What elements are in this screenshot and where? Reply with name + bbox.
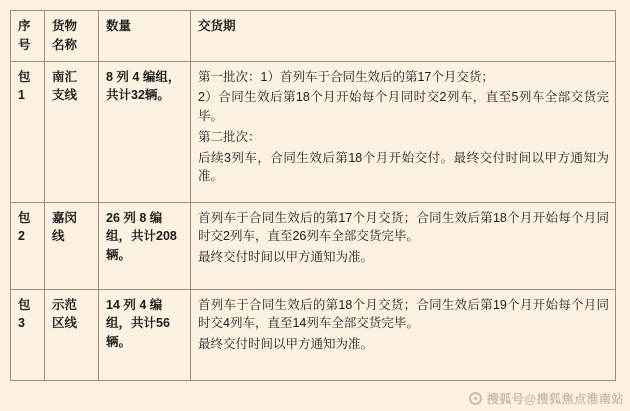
row-qty-cell: 14 列 4 编组，共计56辆。 xyxy=(99,289,191,380)
row-delivery-cell xyxy=(191,202,616,289)
table-row xyxy=(11,289,616,380)
delivery-paragraph: 后续3列车，合同生效后第18个月开始交付。最终交付时间以甲方通知为准。 xyxy=(198,150,609,184)
row-no-line2: 3 xyxy=(18,316,25,331)
table-row xyxy=(11,61,616,202)
row-name-line1: 南汇 xyxy=(52,69,78,84)
delivery-paragraph: 最终交付时间以甲方通知为准。 xyxy=(198,337,374,351)
delivery-paragraph: 2）合同生效后第18个月开始每个月同时交2列车，直至5列车全部交货完毕。 xyxy=(198,90,609,123)
column-header-name-line2: 名称 xyxy=(52,37,78,52)
row-no-line1: 包 xyxy=(18,69,31,84)
row-name-line2: 线 xyxy=(52,229,65,244)
row-no-line2: 1 xyxy=(18,88,25,103)
column-header-no-line1: 序 xyxy=(18,19,31,33)
table-header xyxy=(11,11,616,62)
delivery-paragraph: 第二批次： xyxy=(198,129,261,144)
column-header-delivery: 交货期 xyxy=(191,11,616,62)
sohu-logo-icon xyxy=(469,392,482,405)
row-name-cell xyxy=(45,61,99,202)
watermark xyxy=(469,390,624,407)
table-row xyxy=(11,202,616,289)
column-header-qty: 数量 xyxy=(99,11,191,62)
row-no-cell xyxy=(11,202,45,289)
column-header-no-line2: 号 xyxy=(18,37,31,52)
row-name-line2: 区线 xyxy=(52,316,78,331)
row-no-cell xyxy=(11,61,45,202)
row-no-line1: 包 xyxy=(18,297,31,312)
column-header-name-line1: 货物 xyxy=(52,19,78,33)
row-name-line1: 示范 xyxy=(52,297,78,312)
row-qty-cell: 8 列 4 编组，共计32辆。 xyxy=(99,61,191,202)
watermark-text: 搜狐号@搜狐焦点淮南站 xyxy=(486,392,624,406)
row-qty-cell: 26 列 8 编组，共计208辆。 xyxy=(99,202,191,289)
delivery-paragraph: 首列车于合同生效后的第17个月交货；合同生效后第18个月开始每个月同时交2列车，直至26列车全部交货完毕。 xyxy=(198,210,609,244)
delivery-paragraph: 最终交付时间以甲方通知为准。 xyxy=(198,250,374,264)
row-name-cell xyxy=(45,202,99,289)
row-delivery-cell xyxy=(191,61,616,202)
delivery-paragraph: 第一批次：1）首列车于合同生效后的第17个月交货； xyxy=(198,69,494,84)
column-header-no xyxy=(11,11,45,62)
delivery-paragraph: 首列车于合同生效后的第18个月交货；合同生效后第19个月开始每个月同时交4列车，直至14列车全部交货完毕。 xyxy=(198,297,609,331)
row-no-cell xyxy=(11,289,45,380)
table-header-row xyxy=(11,11,616,62)
delivery-schedule-table xyxy=(10,10,616,381)
row-no-line1: 包 xyxy=(18,210,31,225)
row-delivery-cell xyxy=(191,289,616,380)
table-body xyxy=(11,61,616,380)
column-header-name xyxy=(45,11,99,62)
row-name-cell xyxy=(45,289,99,380)
row-name-line2: 支线 xyxy=(52,88,78,103)
row-no-line2: 2 xyxy=(18,229,25,244)
document-page xyxy=(0,10,630,411)
row-name-line1: 嘉闵 xyxy=(52,210,78,225)
